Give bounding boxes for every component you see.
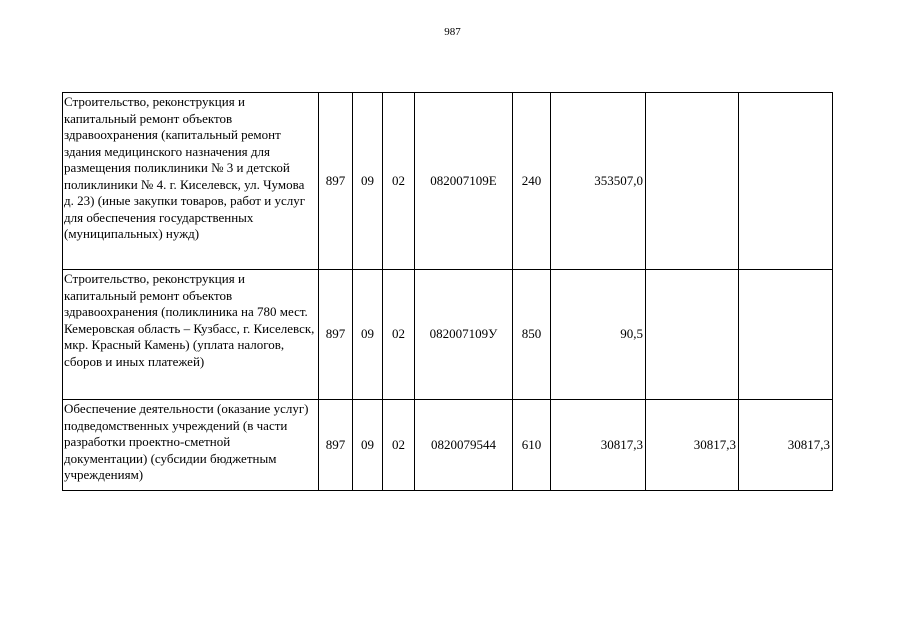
subsection-code: 02 — [383, 270, 415, 400]
amount-year-2 — [646, 93, 739, 270]
section-code: 09 — [353, 270, 383, 400]
target-article-code: 082007109Е — [415, 93, 513, 270]
budget-table — [62, 92, 833, 491]
table-row — [63, 400, 833, 491]
table-row — [63, 270, 833, 400]
amount-year-2 — [646, 270, 739, 400]
amount-year-3 — [739, 93, 833, 270]
page-number: 987 — [444, 26, 461, 38]
expense-type-code: 610 — [513, 400, 551, 491]
amount-year-3 — [739, 270, 833, 400]
target-article-code: 0820079544 — [415, 400, 513, 491]
table-row — [63, 93, 833, 270]
ministry-code: 897 — [319, 270, 353, 400]
subsection-code: 02 — [383, 93, 415, 270]
amount-year-3: 30817,3 — [739, 400, 833, 491]
row-description: Строительство, реконструкция и капитальный ремонт объектов здравоохранения (капитальный ремонт здания медицинского назначения для размещения поликлиники № 3 и детской поликлиники № 4. г. Киселевск, ул. Чумова д. 23) (иные закупки товаров, работ и услуг для обеспечения государственных (муниципальных) нужд) — [63, 93, 319, 270]
amount-year-1: 353507,0 — [551, 93, 646, 270]
amount-year-2: 30817,3 — [646, 400, 739, 491]
section-code: 09 — [353, 400, 383, 491]
target-article-code: 082007109У — [415, 270, 513, 400]
expense-type-code: 240 — [513, 93, 551, 270]
row-description: Строительство, реконструкция и капитальный ремонт объектов здравоохранения (поликлиника на 780 мест. Кемеровская область – Кузбасс, г. Киселевск, мкр. Красный Камень) (уплата налогов, сборов и иных платежей) — [63, 270, 319, 400]
ministry-code: 897 — [319, 93, 353, 270]
ministry-code: 897 — [319, 400, 353, 491]
section-code: 09 — [353, 93, 383, 270]
amount-year-1: 30817,3 — [551, 400, 646, 491]
expense-type-code: 850 — [513, 270, 551, 400]
row-description: Обеспечение деятельности (оказание услуг) подведомственных учреждений (в части разработки проектно-сметной документации) (субсидии бюджетным учреждениям) — [63, 400, 319, 491]
amount-year-1: 90,5 — [551, 270, 646, 400]
subsection-code: 02 — [383, 400, 415, 491]
